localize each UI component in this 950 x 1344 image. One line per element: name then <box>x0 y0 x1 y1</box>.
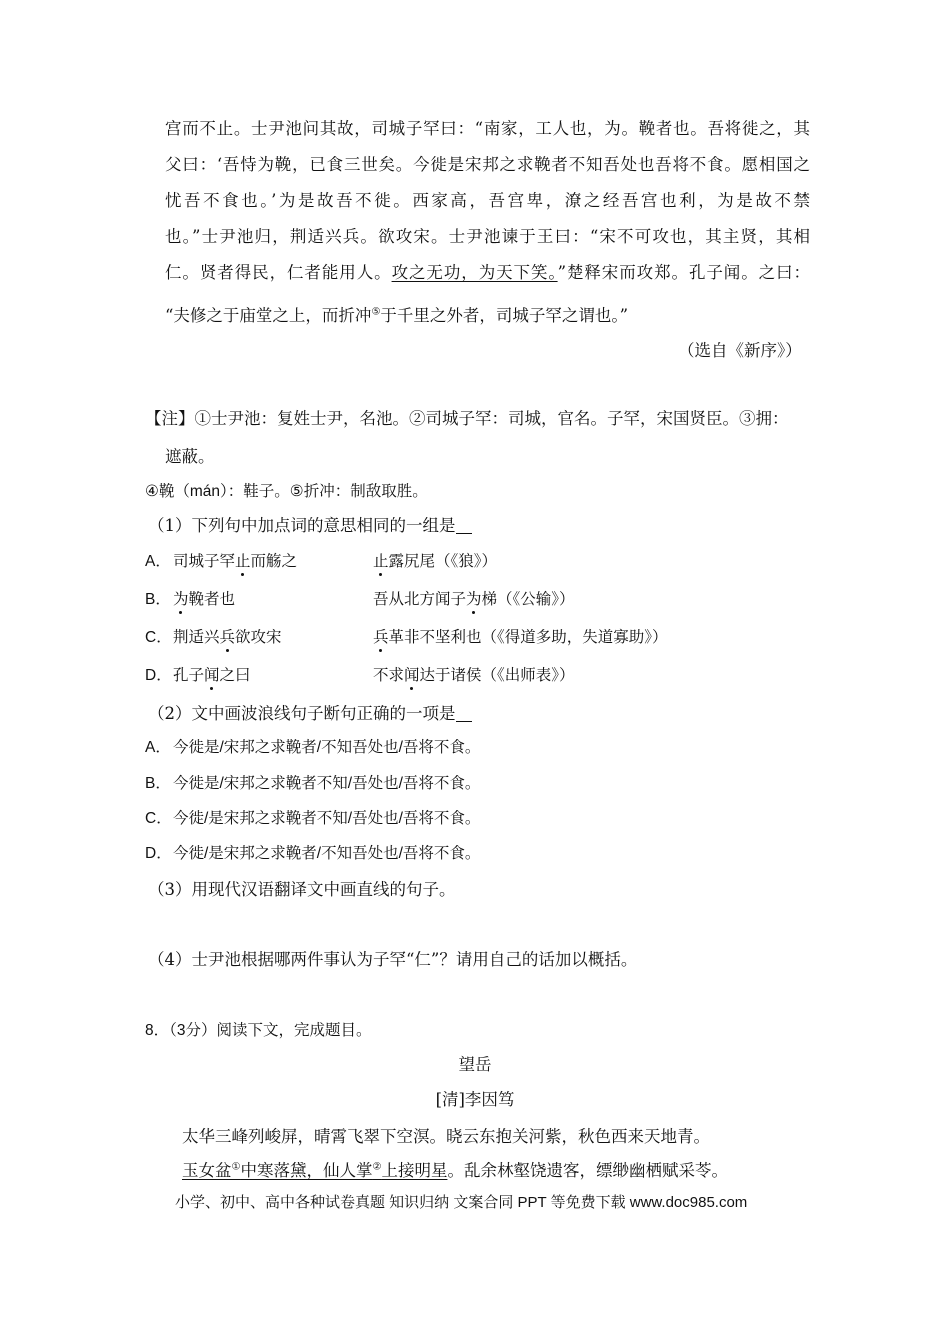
q1-option-a: A． 司城子罕止而觞之 止露尻尾（《狼》） <box>145 553 498 570</box>
footer-watermark-text: 小学、初中、高中各种试卷真题 知识归纳 文案合同 PPT 等免费下载 www.doc985.com <box>175 1194 748 1211</box>
poem-line-2: 玉女盆①中寒落黛，仙人掌②上接明星。乱余林壑饶遗客，缥缈幽栖赋采苓。 <box>182 1161 728 1180</box>
passage-source: （选自《新序》） <box>678 341 802 360</box>
notes-line-2: 遮蔽。 <box>165 447 215 466</box>
answer-blank <box>456 517 472 534</box>
q1-option-b: B． 为鞔者也 吾从北方闻子为梯（《公输》） <box>145 591 575 608</box>
poem-line-1: 太华三峰列峻屏，晴霄飞翠下空溟。晓云东抱关河紫，秋色西来天地青。 <box>182 1127 710 1146</box>
passage-last-line: “夫修之于庙堂之上，而折冲⑤于千里之外者，司城子罕之谓也。” <box>165 306 629 325</box>
underlined-sentence: 攻之无功，为天下笑。 <box>391 263 558 282</box>
passage <box>165 111 810 291</box>
q3-stem: （3）用现代汉语翻译文中画直线的句子。 <box>148 880 456 899</box>
q4-stem: （4）士尹池根据哪两件事认为子罕“仁”？请用自己的话加以概括。 <box>148 950 638 969</box>
q2-stem: （2）文中画波浪线句子断句正确的一项是 <box>148 702 472 726</box>
q8-stem: 8．（3分）阅读下文，完成题目。 <box>145 1022 372 1039</box>
q2-option-d: D．今徙/是宋邦之求鞔者/不知吾处也/吾将不食。 <box>145 845 481 862</box>
underlined-couplet: 玉女盆①中寒落黛，仙人掌②上接明星 <box>182 1161 448 1180</box>
q1-stem: （1）下列句中加点词的意思相同的一组是 <box>148 514 472 538</box>
passage-line: 宫而不止。士尹池问其故，司城子罕曰：“南家，工人也，为。鞔者也。吾将徙之，其 <box>165 119 810 138</box>
passage-line: 仁。贤者得民，仁者能用人。攻之无功，为天下笑。”楚释宋而攻郑。孔子闻。之曰： <box>165 263 811 282</box>
poem-title: 望岳 <box>458 1055 492 1074</box>
notes-line-3: ④鞔（mán）：鞋子。⑤折冲：制敌取胜。 <box>145 483 428 500</box>
q1-option-c: C．荆适兴兵欲攻宋 兵革非不坚利也（《得道多助，失道寡助》） <box>145 629 668 646</box>
q2-option-c: C．今徙/是宋邦之求鞔者不知/吾处也/吾将不食。 <box>145 810 481 827</box>
passage-line: 忧吾不食也。’为是故吾不徙。西家高，吾宫卑，潦之经吾宫也利，为是故不禁 <box>165 191 810 210</box>
q2-option-a: A． 今徙是/宋邦之求鞔者/不知吾处也/吾将不食。 <box>145 739 481 756</box>
notes-line-1: 【注】①士尹池：复姓士尹，名池。②司城子罕：司城，官名。子罕，宋国贤臣。③拥： <box>145 409 789 428</box>
answer-blank <box>456 705 472 722</box>
passage-line: 也。”士尹池归，荆适兴兵。欲攻宋。士尹池谏于王曰：“宋不可攻也，其主贤，其相 <box>165 227 810 246</box>
q1-option-d: D．孔子闻之曰 不求闻达于诸侯（《出师表》） <box>145 667 575 684</box>
q2-option-b: B． 今徙是/宋邦之求鞔者不知/吾处也/吾将不食。 <box>145 775 481 792</box>
passage-line: 父曰：‘吾恃为鞔，已食三世矣。今徙是宋邦之求鞔者不知吾处也吾将不食。愿相国之 <box>165 155 810 174</box>
poem-author: [清]李因笃 <box>435 1090 515 1109</box>
